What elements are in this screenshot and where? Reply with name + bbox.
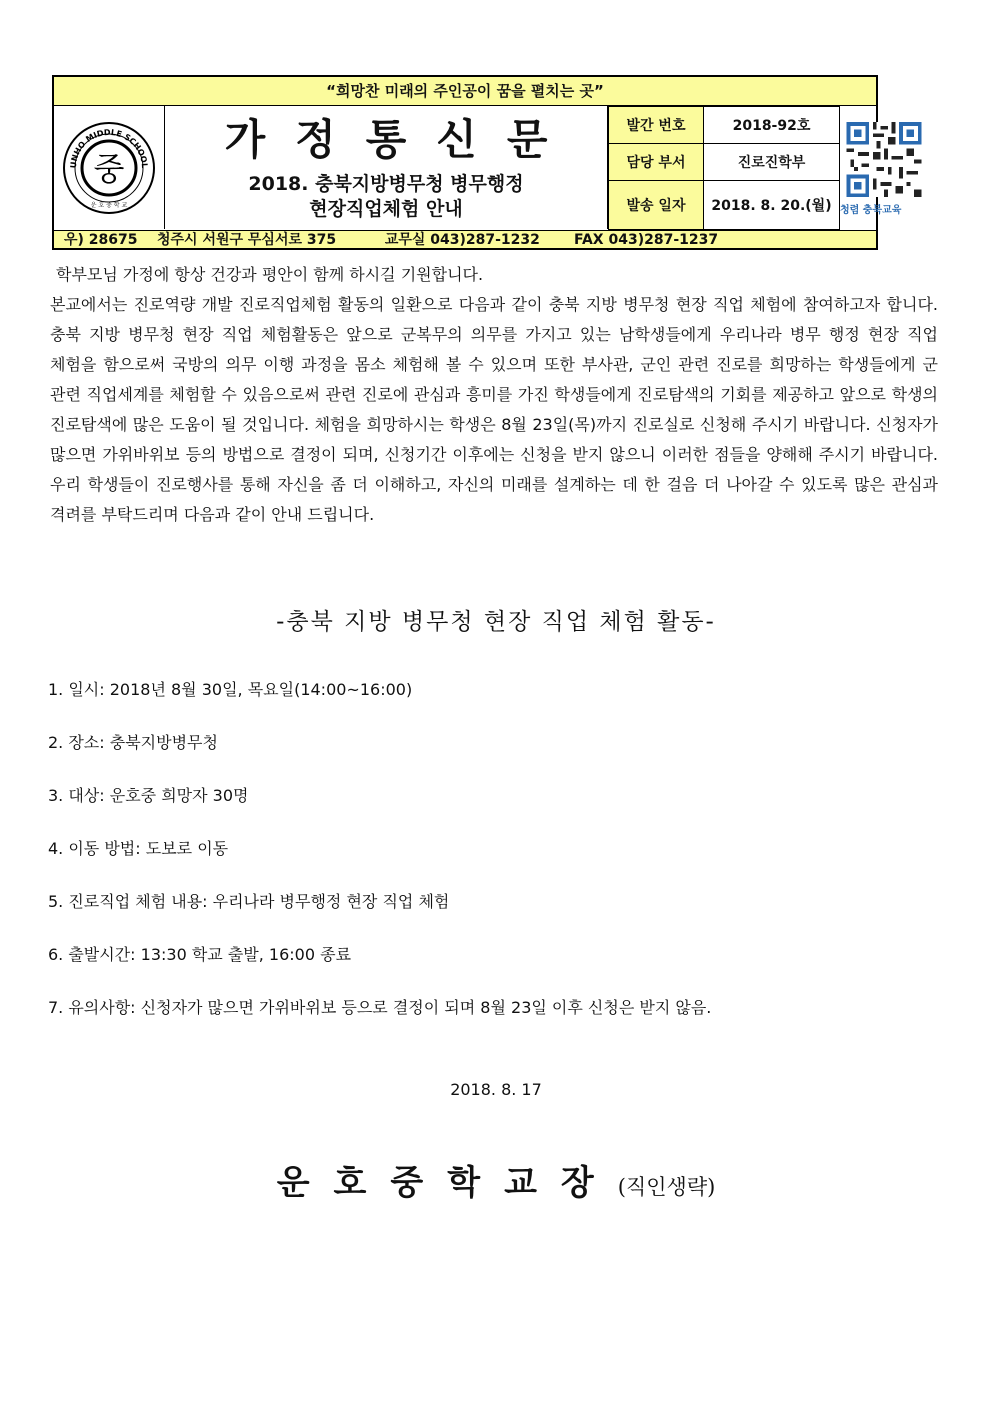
issue-info-table [608, 106, 840, 230]
send-date-label: 발송 일자 [609, 181, 704, 230]
logo-bottom-text: 운 호 중 학 교 [90, 202, 128, 209]
logo-text: UNHO MIDDLE SCHOOL [68, 127, 150, 169]
list-item: 4. 이동 방법: 도보로 이동 [48, 839, 229, 858]
greeting: 학부모님 가정에 항상 건강과 평안이 함께 하시길 기원합니다. [56, 265, 484, 284]
issue-number-label: 발간 번호 [609, 107, 704, 144]
section-title: -충북 지방 병무청 현장 직업 체험 활동- [276, 609, 716, 635]
school-address: 우) 28675 청주시 서원구 무심서로 375 교무실 043)287-1232 FAX 043)287-1237 [54, 230, 876, 248]
qr-code-icon [844, 122, 924, 197]
list-item: 6. 출발시간: 13:30 학교 출발, 16:00 종료 [48, 945, 352, 964]
qr-caption: 청렴 충북교육 [840, 205, 902, 216]
principal-name: 운호중학교장 [276, 1163, 618, 1203]
title-cell [165, 106, 608, 229]
school-logo-cell [54, 106, 165, 229]
list-item: 5. 진로직업 체험 내용: 우리나라 병무행정 현장 직업 체험 [48, 892, 450, 911]
qr-cell [840, 106, 902, 229]
seal-note: (직인생략) [617, 1175, 716, 1199]
list-item: 1. 일시: 2018년 8월 30일, 목요일(14:00~16:00) [48, 680, 413, 699]
subtitle-line-2: 현장직업체험 안내 [309, 198, 463, 220]
department-label: 담당 부서 [609, 144, 704, 181]
department-value: 진로진학부 [704, 144, 840, 181]
school-emblem-icon [54, 106, 164, 229]
details-list [48, 680, 948, 1051]
principal-signature [0, 1155, 992, 1204]
send-date-value: 2018. 8. 20.(월) [704, 181, 840, 230]
list-item: 3. 대상: 운호중 희망자 30명 [48, 786, 249, 805]
intro-body: 본교에서는 진로역량 개발 진로직업체험 활동의 일환으로 다음과 같이 충북 지방 병무청 현장 직업 체험에 참여하고자 합니다. 충북 지방 병무청 현장 직업 체험활동은 앞으로 군복무의 의무를 가지고 있는 남학생들에게 우리나라 병무 행정 현장 직업 체험을 함으로써 국방의 의무 이행 과정을 몸소 체험해 볼 수 있으며 또한 부사관, 군인 관련 진로를 희망하는 학생들에게 군 관련 직업세계를 체험할 수 있음으로써 관련 진로에 관심과 흥미를 가진 학생들에게 진로탐색의 기회를 제공하고 앞으로 학생의 진로탐색에 많은 도움이 될 것입니다. 체험을 희망하시는 학생은 8월 23일(목)까지 진로실로 신청해 주시기 바랍니다. 신청자가 많으면 가위바위보 등의 방법으로 결정이 되며, 신청기간 이후에는 신청을 받지 않으니 이러한 점들을 양해해 주시기 바랍니다. 우리 학생들이 진로행사를 통해 자신을 좀 더 이해하고, 자신의 미래를 설계하는 데 한 걸음 더 나아갈 수 있도록 많은 관심과 격려를 부탁드리며 다음과 같이 안내 드립니다. [50, 295, 938, 524]
school-motto: “희망찬 미래의 주인공이 꿈을 펼치는 곳” [54, 77, 876, 106]
page-title: 가정통신문 [224, 115, 578, 164]
subtitle-line-1: 2018. 충북지방병무청 병무행정 [248, 173, 524, 195]
list-item: 2. 장소: 충북지방병무청 [48, 733, 218, 752]
list-item: 7. 유의사항: 신청자가 많으면 가위바위보 등으로 결정이 되며 8월 23일 이후 신청은 받지 않음. [48, 998, 712, 1017]
document-date: 2018. 8. 17 [450, 1080, 542, 1099]
newsletter-header [52, 75, 902, 250]
logo-char: 중 [93, 150, 125, 188]
issue-number-value: 2018-92호 [704, 107, 840, 144]
intro-text [50, 260, 938, 530]
